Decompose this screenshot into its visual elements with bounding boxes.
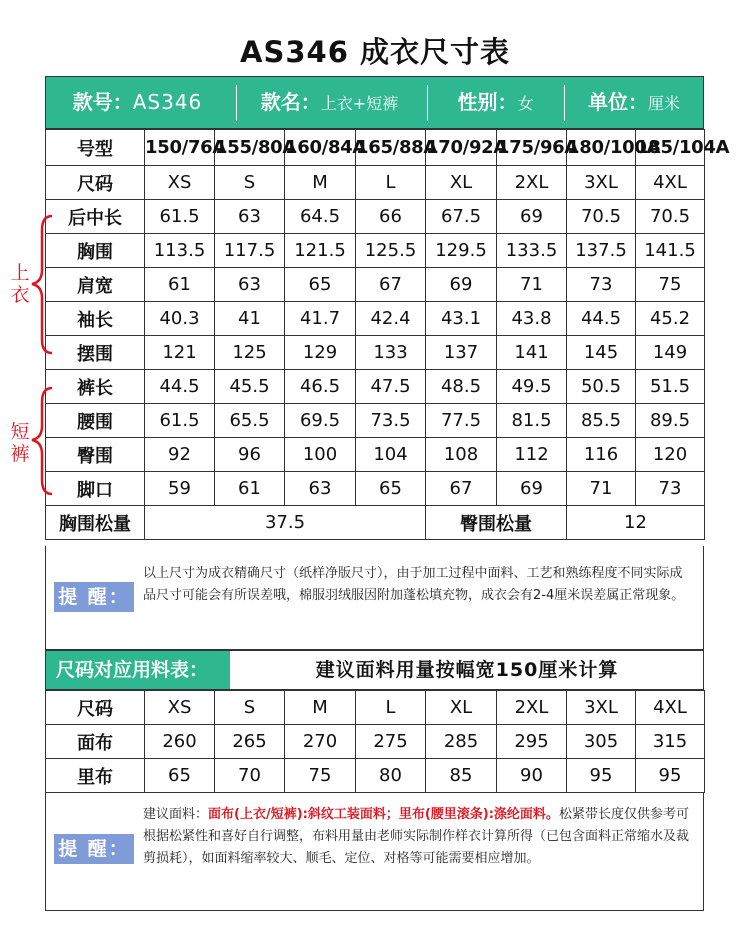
row-label: 面布 [46,725,145,759]
table-cell: 61 [145,268,215,302]
table-cell: M [285,691,356,725]
row-label: 肩宽 [46,268,145,302]
row-label: 臀围 [46,438,145,472]
fabric-section-title: 建议面料用量按幅宽150厘米计算 [315,659,619,681]
table-cell: 44.5 [145,370,215,404]
table-cell: 90 [497,759,567,793]
table-cell: 65 [145,759,215,793]
table-cell: S [215,166,285,200]
table-cell: 85.5 [567,404,636,438]
table-cell: 46.5 [285,370,356,404]
table-cell: 295 [497,725,567,759]
page-title: AS346 成衣尺寸表 [240,35,510,69]
top-section-label: 上衣 [10,262,30,306]
ease-row [46,506,705,540]
table-row [46,166,705,200]
unit-value: 厘米 [647,94,680,113]
table-cell: 65.5 [215,404,285,438]
gender-label: 性别： [457,90,518,114]
table-cell: 73 [567,268,636,302]
table-cell: 89.5 [636,404,705,438]
chest-ease-value: 37.5 [145,506,426,540]
table-cell: 129 [285,336,356,370]
table-cell: 77.5 [426,404,497,438]
unit-label: 单位： [587,90,648,114]
table-cell: 117.5 [215,234,285,268]
table-cell: 175/96A [497,130,567,166]
table-cell: 121 [145,336,215,370]
row-label: 脚口 [46,472,145,506]
table-cell: 67.5 [426,200,497,234]
table-cell: 71 [497,268,567,302]
table-row [46,438,705,472]
table-cell: 96 [215,438,285,472]
table-cell: 113.5 [145,234,215,268]
table-cell: 180/100A [567,130,636,166]
row-label: 裤长 [46,370,145,404]
table-row [46,234,705,268]
chest-ease-label: 胸围松量 [46,506,145,540]
reminder-badge: 提 醒： [54,582,134,612]
top-bracket [32,216,52,353]
table-cell: 65 [356,472,426,506]
table-cell: M [285,166,356,200]
table-cell: 133 [356,336,426,370]
fabric-section-tab: 尺码对应用料表： [46,651,230,689]
table-row [46,404,705,438]
table-cell: 61.5 [145,404,215,438]
table-cell: 63 [215,268,285,302]
size-table [45,129,730,540]
table-cell: 70.5 [567,200,636,234]
table-cell: 50.5 [567,370,636,404]
fabric-table [45,690,705,793]
table-cell: 104 [356,438,426,472]
fabric-advice-prefix: 建议面料： [143,807,209,822]
unit-cell [565,77,703,128]
row-label: 号型 [46,130,145,166]
table-cell: L [356,691,426,725]
row-label: 摆围 [46,336,145,370]
table-cell: 116 [567,438,636,472]
table-cell: 185/104A [636,130,705,166]
row-label: 后中长 [46,200,145,234]
table-cell: 170/92A [426,130,497,166]
table-cell: 150/76A [145,130,215,166]
table-cell: 67 [426,472,497,506]
table-cell: 73 [636,472,705,506]
table-row [46,725,705,759]
fabric-advice-highlight: 面布(上衣/短裤):斜纹工装面料；里布(腰里滚条):涤纶面料。 [208,807,559,822]
style-number-cell [46,77,229,128]
table-cell: 125.5 [356,234,426,268]
table-cell: 75 [285,759,356,793]
table-cell: 63 [215,200,285,234]
table-cell: 270 [285,725,356,759]
table-cell: 47.5 [356,370,426,404]
table-cell: 95 [567,759,636,793]
table-cell: XS [145,691,215,725]
table-cell: 69 [426,268,497,302]
table-cell: 42.4 [356,302,426,336]
row-label: 里布 [46,759,145,793]
table-cell: 4XL [636,166,705,200]
table-row [46,759,705,793]
table-cell: 100 [285,438,356,472]
table-cell: 160/84A [285,130,356,166]
note-box-2 [45,793,704,911]
table-cell: 51.5 [636,370,705,404]
gender-cell [428,77,563,128]
table-cell: 285 [426,725,497,759]
table-cell: 305 [567,725,636,759]
table-cell: XS [145,166,215,200]
bottom-bracket [32,388,52,494]
table-cell: 137 [426,336,497,370]
style-number-value: AS346 [132,90,203,114]
table-cell: 67 [356,268,426,302]
table-cell: 40.3 [145,302,215,336]
table-cell: 265 [215,725,285,759]
table-cell: 49.5 [497,370,567,404]
gender-value: 女 [517,94,534,113]
bottom-section-label: 短裤 [10,421,30,465]
table-cell: 4XL [636,691,705,725]
table-cell: 69 [497,472,567,506]
table-row [46,130,705,166]
note-box-1 [45,546,704,650]
table-cell: 141.5 [636,234,705,268]
fabric-advice-body: 松紧带长度仅供参考可根据松紧性和喜好自行调整，布料用量由老师实际制作样衣计算所得（已包含面料正常缩水及裁剪损耗），如面料缩率较大、顺毛、定位、对格等可能需要相应增加。 [143,807,690,866]
table-cell: 45.2 [636,302,705,336]
row-label: 腰围 [46,404,145,438]
table-cell: 85 [426,759,497,793]
table-cell: 149 [636,336,705,370]
table-cell: 70.5 [636,200,705,234]
fabric-section-header [45,650,704,690]
table-cell: 3XL [567,166,636,200]
table-cell: 43.1 [426,302,497,336]
table-cell: L [356,166,426,200]
reminder-text: 以上尺寸为成衣精确尺寸（纸样净版尺寸），由于加工过程中面料、工艺和熟练程度不同实际成品尺寸可能会有所误差哦，棉服羽绒服因附加蓬松填充物，成衣会有2-4厘米误差属正常现象。 [143,566,685,603]
table-cell: 125 [215,336,285,370]
table-cell: 145 [567,336,636,370]
table-row [46,200,705,234]
row-label: 尺码 [46,166,145,200]
table-cell: 75 [636,268,705,302]
table-cell: 120 [636,438,705,472]
reminder-badge: 提 醒： [54,834,134,864]
table-cell: 69 [497,200,567,234]
table-cell: 133.5 [497,234,567,268]
style-name-value: 上衣+短裤 [320,94,399,113]
table-cell: 121.5 [285,234,356,268]
table-cell: 275 [356,725,426,759]
row-label: 袖长 [46,302,145,336]
table-cell: 81.5 [497,404,567,438]
table-row [46,336,705,370]
table-cell: 71 [567,472,636,506]
hip-ease-value: 12 [567,506,705,540]
table-cell: 63 [285,472,356,506]
table-cell: 65 [285,268,356,302]
table-cell: 2XL [497,691,567,725]
table-cell: 112 [497,438,567,472]
table-cell: 59 [145,472,215,506]
info-header-bar [45,76,704,129]
table-cell: 315 [636,725,705,759]
table-cell: 43.8 [497,302,567,336]
table-row [46,302,705,336]
table-cell: 61 [215,472,285,506]
table-cell: XL [426,691,497,725]
fabric-advice-text [143,804,696,870]
table-cell: 41.7 [285,302,356,336]
table-cell: 48.5 [426,370,497,404]
table-cell: 80 [356,759,426,793]
table-cell: 137.5 [567,234,636,268]
table-cell: 260 [145,725,215,759]
table-cell: 155/80A [215,130,285,166]
table-cell: 69.5 [285,404,356,438]
style-number-label: 款号： [72,90,133,114]
table-cell: 70 [215,759,285,793]
table-row [46,472,705,506]
table-cell: 129.5 [426,234,497,268]
table-row [46,268,705,302]
table-cell: 44.5 [567,302,636,336]
row-label: 尺码 [46,691,145,725]
table-cell: 92 [145,438,215,472]
table-cell: 141 [497,336,567,370]
style-name-label: 款名： [260,90,321,114]
table-cell: 165/88A [356,130,426,166]
table-cell: XL [426,166,497,200]
table-cell: 61.5 [145,200,215,234]
table-cell: 108 [426,438,497,472]
table-cell: 45.5 [215,370,285,404]
row-label: 胸围 [46,234,145,268]
table-row [46,370,705,404]
table-cell: 64.5 [285,200,356,234]
table-cell: 95 [636,759,705,793]
style-name-cell [237,77,422,128]
table-cell: S [215,691,285,725]
table-cell: 3XL [567,691,636,725]
table-cell: 41 [215,302,285,336]
table-cell: 2XL [497,166,567,200]
table-cell: 66 [356,200,426,234]
hip-ease-label: 臀围松量 [426,506,567,540]
table-row [46,691,705,725]
table-cell: 73.5 [356,404,426,438]
